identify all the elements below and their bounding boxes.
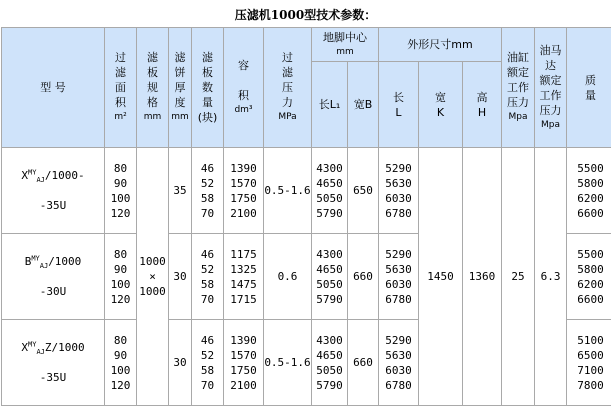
cylinder-cell: 25 xyxy=(502,148,535,406)
pressure-cell: 0.6 xyxy=(264,234,312,320)
l-cell: 5290 5630 6030 6780 xyxy=(379,320,419,406)
mass-cell: 5500 5800 6200 6600 xyxy=(567,234,611,320)
count-cell: 46 52 58 70 xyxy=(192,234,224,320)
l1-cell: 4300 4650 5050 5790 xyxy=(312,320,348,406)
count-cell: 46 52 58 70 xyxy=(192,320,224,406)
header-motor-pressure: 油马 达 额定 工作 压力 Mpa xyxy=(535,28,567,148)
count-cell: 46 52 58 70 xyxy=(192,148,224,234)
l1-cell: 4300 4650 5050 5790 xyxy=(312,148,348,234)
header-model: 型 号 xyxy=(2,28,105,148)
header-height-h: 高 H xyxy=(463,62,502,148)
b-cell: 650 xyxy=(348,148,379,234)
header-volume: 容 积 dm³ xyxy=(224,28,264,148)
header-cylinder-pressure: 油缸 额定 工作 压力 Mpa xyxy=(502,28,535,148)
header-length-l: 长 L xyxy=(379,62,419,148)
mass-cell: 5100 6500 7100 7800 xyxy=(567,320,611,406)
header-mass: 质 量 xyxy=(567,28,611,148)
table-row xyxy=(2,148,611,234)
header-area: 过 滤 面 积 m² xyxy=(105,28,137,148)
header-row-1 xyxy=(2,28,611,62)
k-cell: 1450 xyxy=(419,148,463,406)
model-cell: $X^{MY}_{AJ}/1000-$ -35U xyxy=(2,148,105,234)
header-foundation: 地脚中心 mm xyxy=(312,28,379,62)
motor-cell: 6.3 xyxy=(535,148,567,406)
area-cell: 80 90 100 120 xyxy=(105,320,137,406)
cake-cell: 30 xyxy=(169,320,192,406)
model-cell: $B^{MY}_{AJ}/1000$ -30U xyxy=(2,234,105,320)
l-cell: 5290 5630 6030 6780 xyxy=(379,234,419,320)
cake-cell: 35 xyxy=(169,148,192,234)
header-width-b: 宽B xyxy=(348,62,379,148)
header-pressure: 过 滤 压 力 MPa xyxy=(264,28,312,148)
spec-table xyxy=(1,27,611,406)
header-cake-thickness: 滤 饼 厚 度 mm xyxy=(169,28,192,148)
plate-spec-cell: 1000 × 1000 xyxy=(137,148,169,406)
header-overall: 外形尺寸mm xyxy=(379,28,502,62)
header-length-l1: 长L₁ xyxy=(312,62,348,148)
l1-cell: 4300 4650 5050 5790 xyxy=(312,234,348,320)
model-cell: $X^{MY}_{AJ}Z/1000$ -35U xyxy=(2,320,105,406)
header-plate-spec: 滤 板 规 格 mm xyxy=(137,28,169,148)
b-cell: 660 xyxy=(348,234,379,320)
volume-cell: 1390 1570 1750 2100 xyxy=(224,320,264,406)
header-width-k: 宽 K xyxy=(419,62,463,148)
pressure-cell: 0.5-1.6 xyxy=(264,148,312,234)
b-cell: 660 xyxy=(348,320,379,406)
h-cell: 1360 xyxy=(463,148,502,406)
area-cell: 80 90 100 120 xyxy=(105,148,137,234)
mass-cell: 5500 5800 6200 6600 xyxy=(567,148,611,234)
header-plate-count: 滤 板 数 量 (块) xyxy=(192,28,224,148)
cake-cell: 30 xyxy=(169,234,192,320)
l-cell: 5290 5630 6030 6780 xyxy=(379,148,419,234)
volume-cell: 1175 1325 1475 1715 xyxy=(224,234,264,320)
area-cell: 80 90 100 120 xyxy=(105,234,137,320)
page-title: 压滤机1000型技术参数： xyxy=(234,8,377,22)
volume-cell: 1390 1570 1750 2100 xyxy=(224,148,264,234)
pressure-cell: 0.5-1.6 xyxy=(264,320,312,406)
